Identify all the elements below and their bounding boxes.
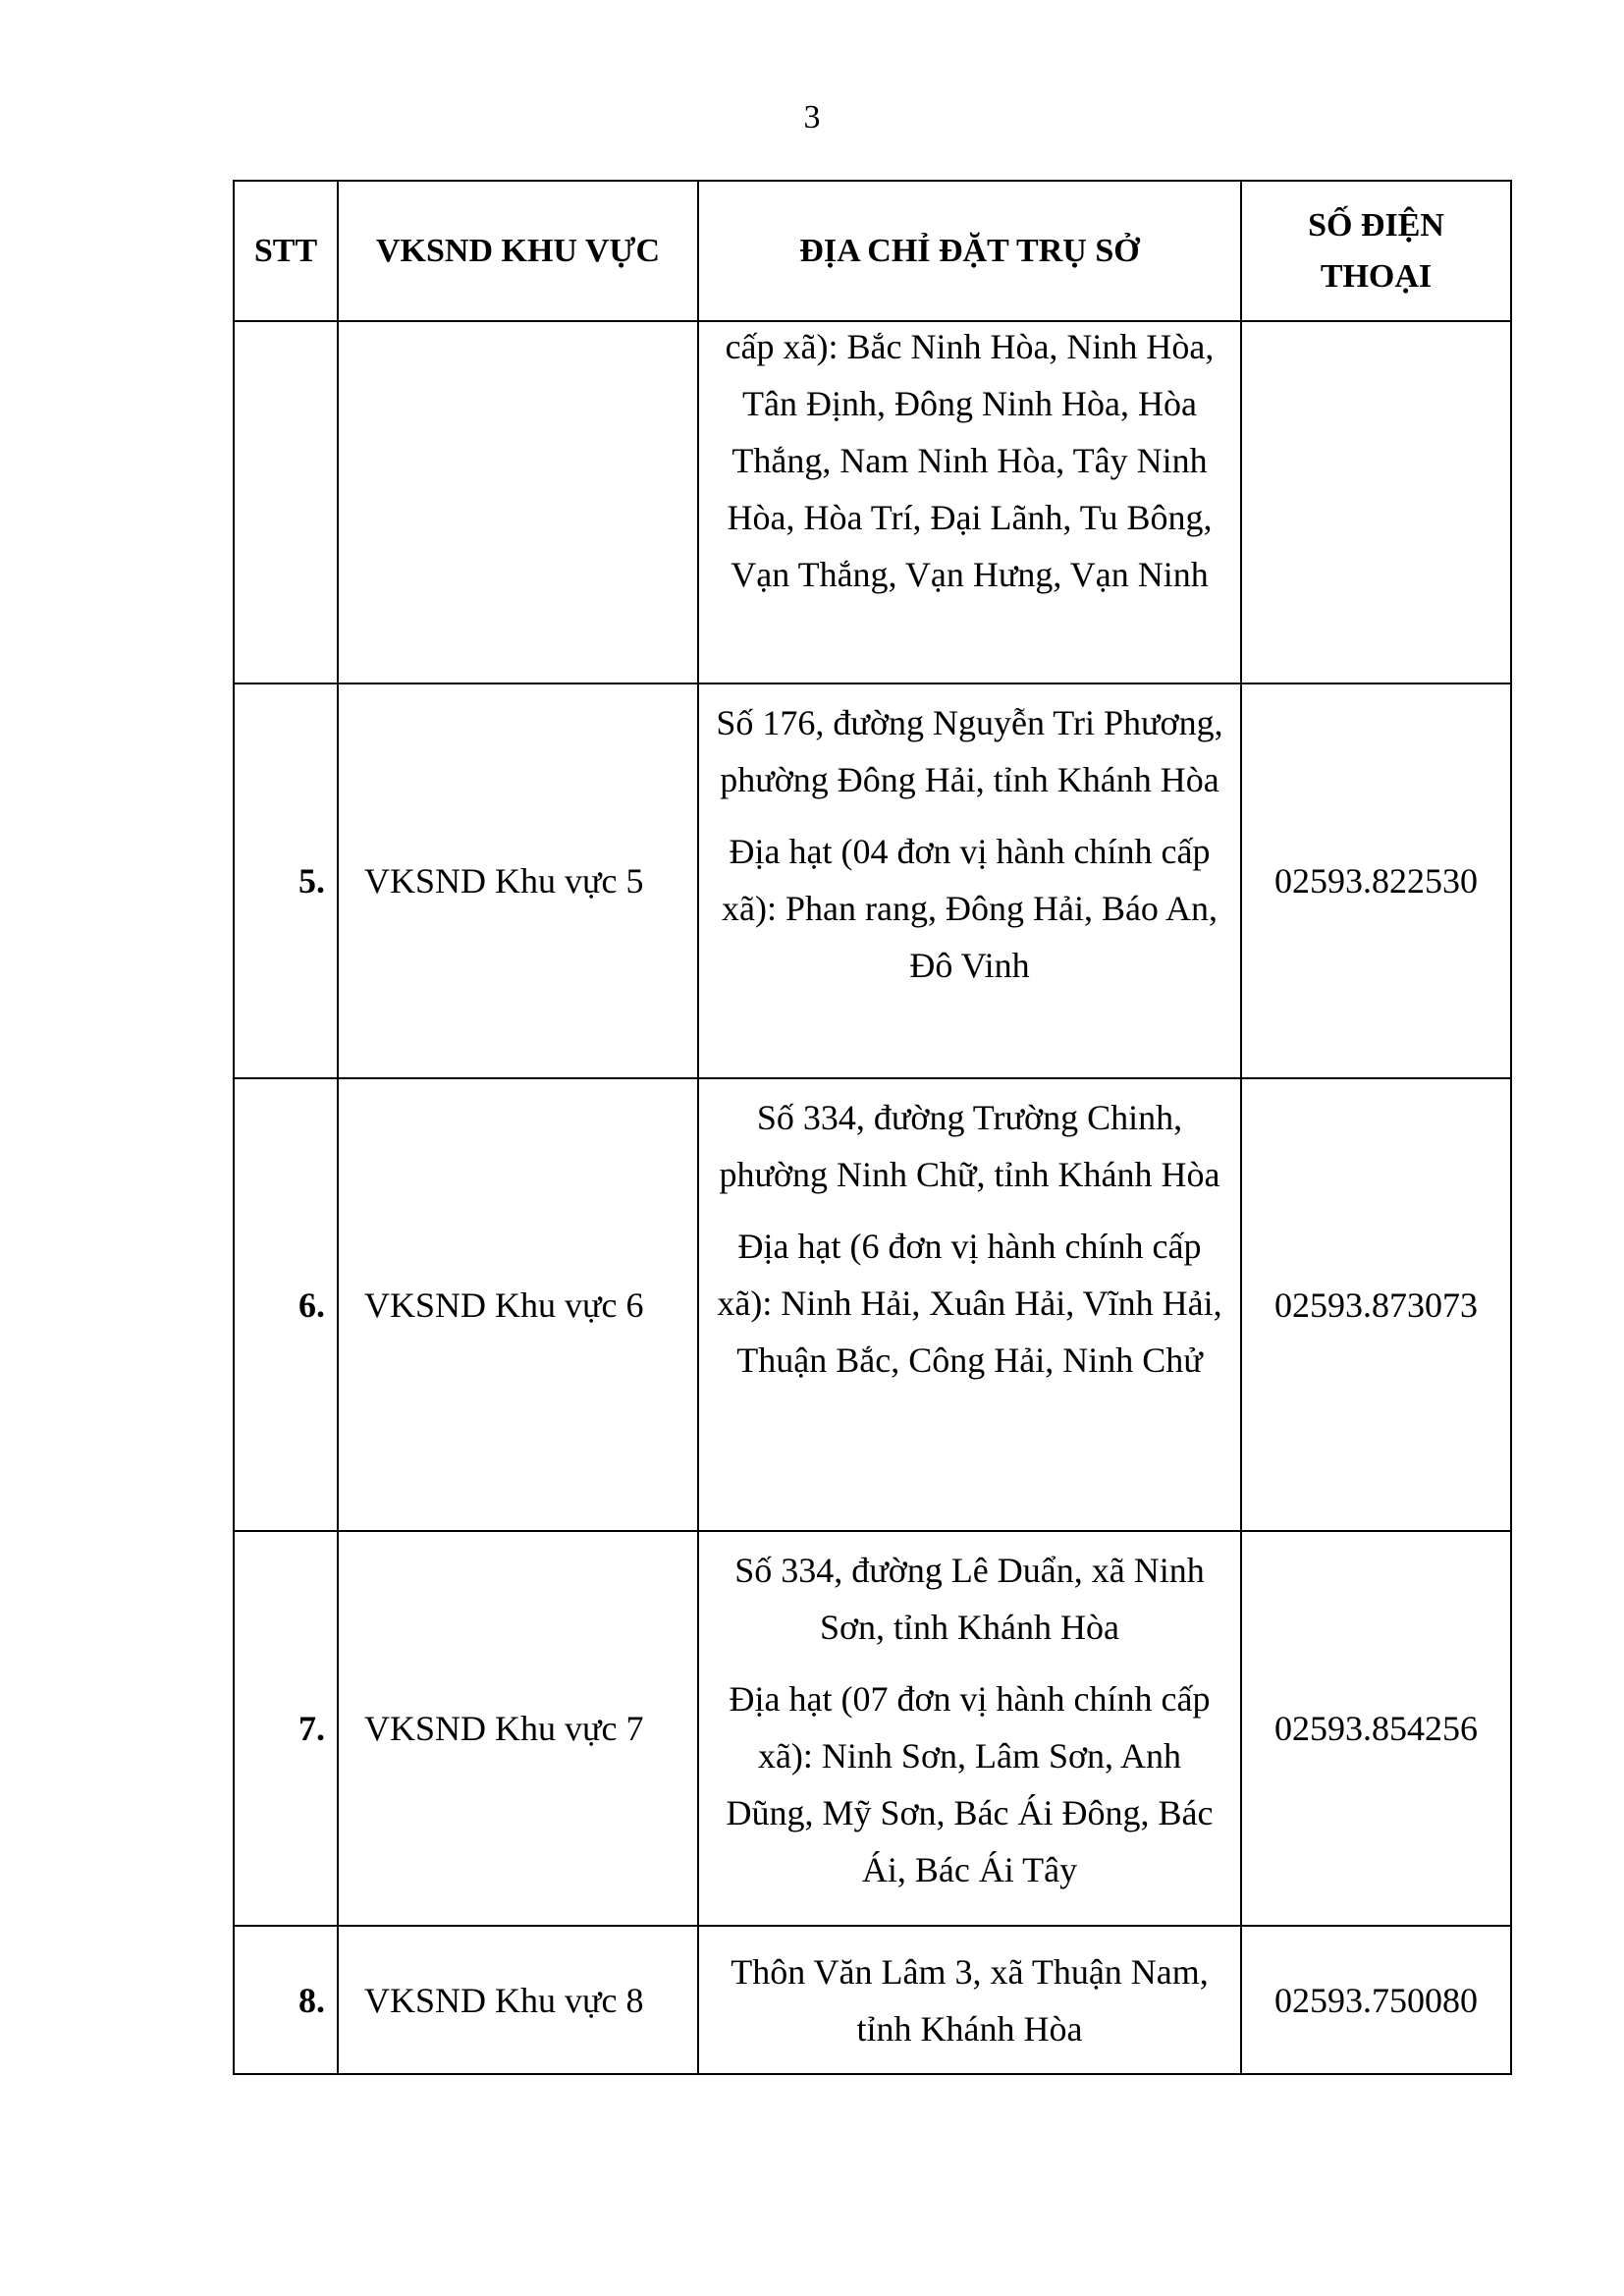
row-name: VKSND Khu vực 5 bbox=[338, 683, 698, 1078]
row-stt: 7. bbox=[234, 1531, 338, 1926]
row-address: Thôn Văn Lâm 3, xã Thuận Nam, tỉnh Khánh Hòa bbox=[731, 1951, 1209, 2049]
row-jurisdiction: Địa hạt (07 đơn vị hành chính cấp xã): Ninh Sơn, Lâm Sơn, Anh Dũng, Mỹ Sơn, Bác Ái Đông, Bác Ái, Bác Ái Tây bbox=[726, 1679, 1214, 1889]
row-address-cell bbox=[698, 321, 1241, 683]
row-stt: 6. bbox=[234, 1078, 338, 1531]
page-number: 3 bbox=[803, 99, 821, 136]
row-phone: 02593.873073 bbox=[1241, 1078, 1511, 1531]
table-row bbox=[234, 1531, 1511, 1926]
row-name: VKSND Khu vực 6 bbox=[338, 1078, 698, 1531]
row-address-cell bbox=[698, 1926, 1241, 2074]
table-row bbox=[234, 683, 1511, 1078]
table-row-continued bbox=[234, 321, 1511, 683]
row-address-cell bbox=[698, 683, 1241, 1078]
row-jurisdiction: Địa hạt (6 đơn vị hành chính cấp xã): Ninh Hải, Xuân Hải, Vĩnh Hải, Thuận Bắc, Công Hải, Ninh Chử bbox=[717, 1227, 1222, 1380]
row-jurisdiction: Địa hạt (04 đơn vị hành chính cấp xã): Phan rang, Đông Hải, Báo An, Đô Vinh bbox=[722, 832, 1218, 985]
row-phone: 02593.822530 bbox=[1241, 683, 1511, 1078]
table-row bbox=[234, 1078, 1511, 1531]
table-header-row bbox=[234, 181, 1511, 321]
header-phone: SỐ ĐIỆN THOẠI bbox=[1241, 181, 1511, 321]
row-stt bbox=[234, 321, 338, 683]
row-address: Số 334, đường Trường Chinh, phường Ninh Chữ, tỉnh Khánh Hòa bbox=[719, 1098, 1220, 1194]
prosecutor-offices-table bbox=[233, 180, 1512, 2075]
row-phone bbox=[1241, 321, 1511, 683]
header-address: ĐỊA CHỈ ĐẶT TRỤ SỞ bbox=[698, 181, 1241, 321]
row-jurisdiction: cấp xã): Bắc Ninh Hòa, Ninh Hòa, Tân Định, Đông Ninh Hòa, Hòa Thắng, Nam Ninh Hòa, Tây Ninh Hòa, Hòa Trí, Đại Lãnh, Tu Bông, Vạn Thắng, Vạn Hưng, Vạn Ninh bbox=[725, 327, 1215, 594]
row-phone: 02593.750080 bbox=[1241, 1926, 1511, 2074]
row-phone: 02593.854256 bbox=[1241, 1531, 1511, 1926]
row-stt: 5. bbox=[234, 683, 338, 1078]
header-stt: STT bbox=[234, 181, 338, 321]
row-address: Số 176, đường Nguyễn Tri Phương, phường Đông Hải, tỉnh Khánh Hòa bbox=[716, 703, 1223, 799]
row-address: Số 334, đường Lê Duẩn, xã Ninh Sơn, tỉnh Khánh Hòa bbox=[734, 1551, 1205, 1647]
row-address-cell bbox=[698, 1531, 1241, 1926]
row-name: VKSND Khu vực 7 bbox=[338, 1531, 698, 1926]
header-name: VKSND KHU VỰC bbox=[338, 181, 698, 321]
row-name bbox=[338, 321, 698, 683]
table-row bbox=[234, 1926, 1511, 2074]
row-name: VKSND Khu vực 8 bbox=[338, 1926, 698, 2074]
row-stt: 8. bbox=[234, 1926, 338, 2074]
row-address-cell bbox=[698, 1078, 1241, 1531]
